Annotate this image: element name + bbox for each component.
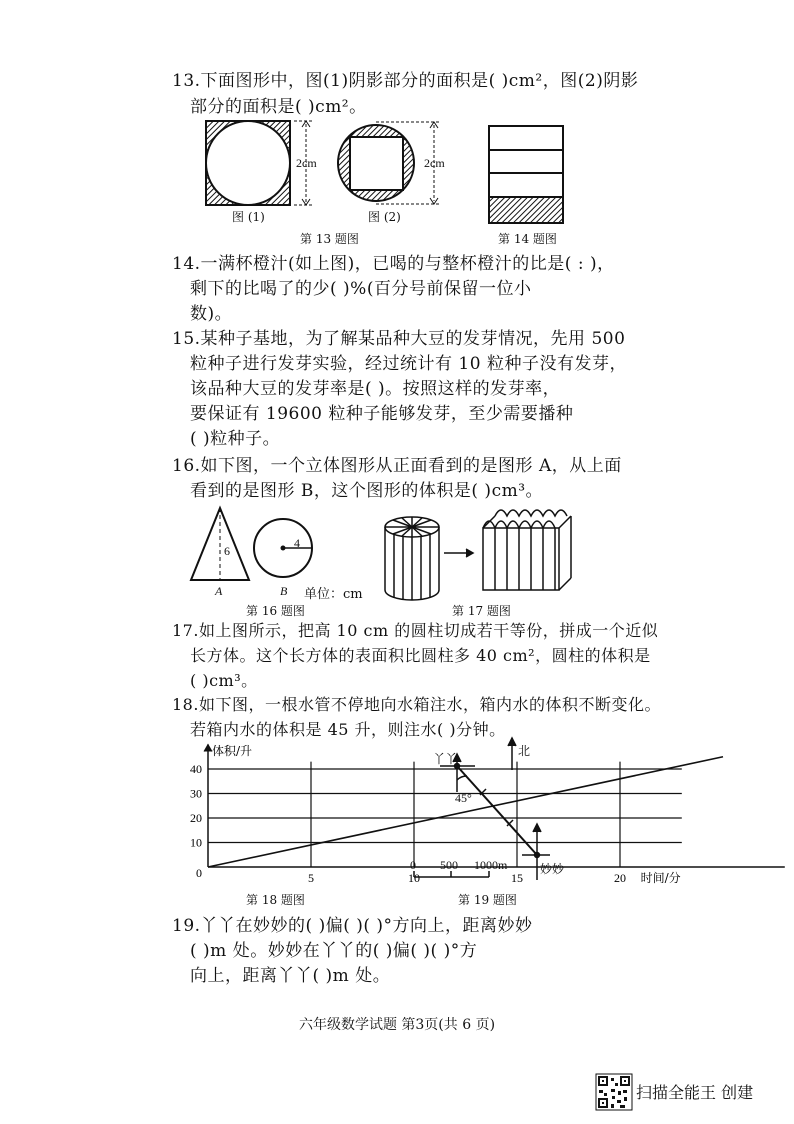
origin-label: 0 (196, 866, 202, 880)
q14-line-3: 数)。 (190, 304, 233, 324)
y-tick-label: 40 (190, 762, 202, 776)
q13-line-1: 13.下面图形中，图(1)阴影部分的面积是( )cm²，图(2)阴影 (172, 71, 639, 91)
x-axis-label: 时间/分 (640, 871, 681, 885)
x-tick-label: 5 (308, 871, 314, 885)
fig17-caption: 第 17 题图 (452, 604, 511, 618)
scanner-brand-label: 扫描全能王 创建 (636, 1083, 754, 1102)
q14-line-2: 剩下的比喝了的少( )%(百分号前保留一位小 (190, 279, 532, 299)
fig16-radius-label: 4 (294, 536, 300, 550)
fig19-angle-label: 45° (455, 791, 472, 805)
y-axis-label: 体积/升 (212, 743, 253, 758)
q17-line-2: 长方体。这个长方体的表面积比圆柱多 40 cm²，圆柱的体积是 (190, 646, 651, 665)
q17-line-1: 17.如上图所示，把高 10 cm 的圆柱切成若干等份，拼成一个近似 (172, 621, 659, 640)
fig14-caption: 第 14 题图 (498, 232, 557, 246)
q13-line-2: 部分的面积是( )cm²。 (190, 97, 367, 117)
fig18-caption: 第 18 题图 (246, 893, 305, 907)
y-tick-label: 20 (190, 811, 202, 825)
fig16-height-label: 6 (224, 544, 230, 558)
fig19-scale-500: 500 (440, 858, 458, 872)
q18-line-1: 18.如下图，一根水管不停地向水箱注水，箱内水的体积不断变化。 (172, 695, 661, 714)
fig19-scale-0: 0 (410, 858, 416, 872)
q16-line-2: 看到的是图形 B，这个图形的体积是( )cm³。 (190, 481, 544, 501)
q19-line-2: ( )m 处。妙妙在丫丫的( )偏( )( )°方 (190, 941, 478, 961)
page-footer: 六年级数学试题 第3页(共 6 页) (298, 1017, 496, 1033)
q14-line-1: 14.一满杯橙汁(如上图)，已喝的与整杯橙汁的比是( : )， (172, 254, 615, 274)
q15-line-4: 要保证有 19600 粒种子能够发芽，至少需要播种 (190, 404, 574, 424)
y-tick-label: 30 (190, 786, 202, 801)
q15-line-5: ( )粒种子。 (190, 429, 281, 449)
q17-line-3: ( )cm³。 (190, 671, 258, 690)
fig16-label-b: B (280, 584, 288, 598)
fig13-1-label: 图 (1) (232, 210, 265, 224)
q19-line-1: 19.丫丫在妙妙的( )偏( )( )°方向上，距离妙妙 (172, 916, 533, 936)
fig16-caption: 第 16 题图 (246, 604, 305, 618)
q18-line-2: 若箱内水的体积是 45 升，则注水( )分钟。 (190, 720, 506, 739)
fig16-label-a: A (215, 584, 223, 598)
fig17-diagram (385, 510, 571, 600)
q15-line-3: 该品种大豆的发芽率是( )。按照这样的发芽率， (190, 379, 561, 399)
fig19-scale-1000: 1000m (474, 858, 508, 872)
q16-line-1: 16.如下图，一个立体图形从正面看到的是图形 A，从上面 (172, 456, 622, 476)
q15-line-2: 粒种子进行发芽实验，经过统计有 10 粒种子没有发芽， (190, 354, 627, 374)
fig19-miaomiao-label: 妙妙 (540, 862, 565, 876)
qr-code-icon (596, 1074, 632, 1110)
fig13-1-dimension: 2cm (296, 156, 317, 170)
fig13-caption: 第 13 题图 (300, 232, 359, 246)
x-tick-label: 15 (511, 871, 523, 885)
fig14-cup-diagram (489, 126, 563, 223)
x-tick-label: 10 (408, 871, 420, 885)
y-axis-arrow (204, 745, 212, 752)
fig13-2-label: 图 (2) (368, 210, 401, 224)
fig16-unit: 单位：cm (304, 587, 363, 602)
q19-line-3: 向上，距离丫丫( )m 处。 (190, 966, 391, 986)
fig19-caption: 第 19 题图 (458, 893, 517, 907)
x-tick-label: 20 (614, 871, 626, 885)
q15-line-1: 15.某种子基地，为了解某品种大豆的发芽情况，先用 500 (172, 329, 626, 349)
y-tick-label: 10 (190, 835, 202, 850)
series-line (208, 757, 723, 867)
fig19-yaya-label: 丫丫 (433, 752, 458, 766)
fig19-north-label: 北 (518, 744, 531, 758)
fig13-2-dimension: 2cm (424, 156, 445, 170)
